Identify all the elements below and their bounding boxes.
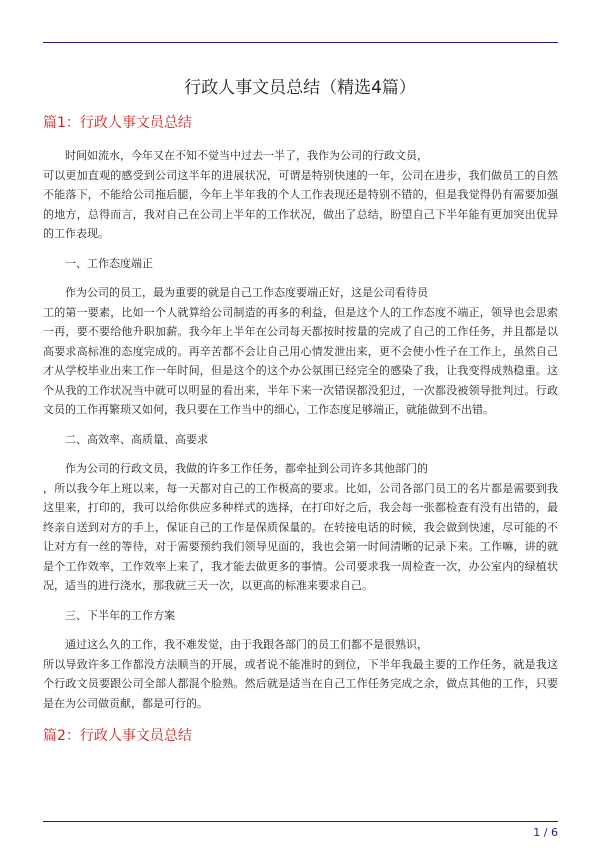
intro-rest: 可以更加直观的感受到公司这半年的进展状况，可谓是特别快速的一年，公司在进步，我们做员工的自然不能落下，不能给公司拖后腿，今年上半年我的个人工作表现还是特别不错的，但是我觉得仍有需要加强的地方，总得而言，我对自己在公司上半年的工作状况，做出了总结，盼望自己下半年能有更加突出优异的工作表现。	[43, 168, 558, 240]
header-rule	[43, 42, 558, 43]
section-heading-1: 篇1：行政人事文员总结	[43, 115, 192, 131]
part-2-first-line: 作为公司的行政文员，我做的许多工作任务，都牵扯到公司许多其他部门的	[65, 462, 428, 475]
part-2-rest: ，所以我今年上班以来，每一天都对自己的工作极高的要求。比如，公司各部门员工的名片都是需要到我这里来，打印的，我可以给你供应多种样式的选择，在打印好之后，我会每一张都检查有没有出错的，最终亲自送到对方的手上，保证自己的工作是保质保量的。在转接电话的时候，我会做到快速，尽可能的不让对方有一丝的等待，对于需要预约我们领导见面的，我也会第一时间清晰的记录下来。工作嘛，讲的就是个工作效率，工作效率上来了，我才能去做更多的事情。公司要求我一周检查一次，办公室内的绿植状况，适当的进行浇水，那我就三天一次，以更高的标准来要求自己。	[43, 481, 558, 592]
part-1-rest: 工的第一要素，比如一个人就算给公司制造的再多的利益，但是这个人的工作态度不端正，领导也会思索一再，要不要给他升职加薪。我今年上半年在公司每天都按时按量的完成了自己的工作任务，并且都是以高要求高标准的态度完成的。再辛苦都不会让自己用心情发泄出来，更不会使小性子在工作上，虽然自己才从学校毕业出来工作一年时间，但是这个的这个办公氛围已经完全的感染了我，让我变得成熟稳重。这个从我的工作状况当中就可以明显的看出来，半年下来一次错误都没犯过，一次都没被领导批判过。行政文员的工作再繁琐又如何，我只要在工作当中的细心，工作态度足够端正，就能做到不出错。	[43, 305, 558, 416]
intro-first-line: 时间如流水，今年又在不知不觉当中过去一半了，我作为公司的行政文员，	[65, 149, 428, 162]
part-heading-3: 三、下半年的工作方案	[65, 608, 175, 622]
footer-rule	[43, 821, 558, 822]
part-3-first-line: 通过这么久的工作，我不难发觉，由于我跟各部门的员工们都不是很熟识，	[65, 638, 428, 651]
part-paragraph-2	[43, 459, 558, 596]
intro-paragraph	[43, 146, 558, 244]
part-heading-2: 二、高效率、高质量、高要求	[65, 432, 208, 446]
part-1-first-line: 作为公司的员工，最为重要的就是自己工作态度要端正好，这是公司看待员	[65, 286, 428, 299]
page-number: 1 / 6	[533, 826, 558, 839]
part-paragraph-1	[43, 283, 558, 420]
document-title: 行政人事文员总结（精选4篇）	[184, 78, 416, 98]
document-body	[43, 113, 558, 746]
part-3-rest: 所以导致许多工作都没方法顺当的开展，或者说不能准时的到位，下半年我最主要的工作任务，就是我这个行政文员要跟公司全部人都混个脸熟。然后就是适当在自己工作任务完成之余，做点其他的工作，只要是在为公司做贡献，都是可行的。	[43, 657, 558, 710]
part-heading-1: 一、工作态度端正	[65, 256, 153, 270]
section-heading-2: 篇2：行政人事文员总结	[43, 728, 192, 744]
part-paragraph-3	[43, 635, 558, 713]
